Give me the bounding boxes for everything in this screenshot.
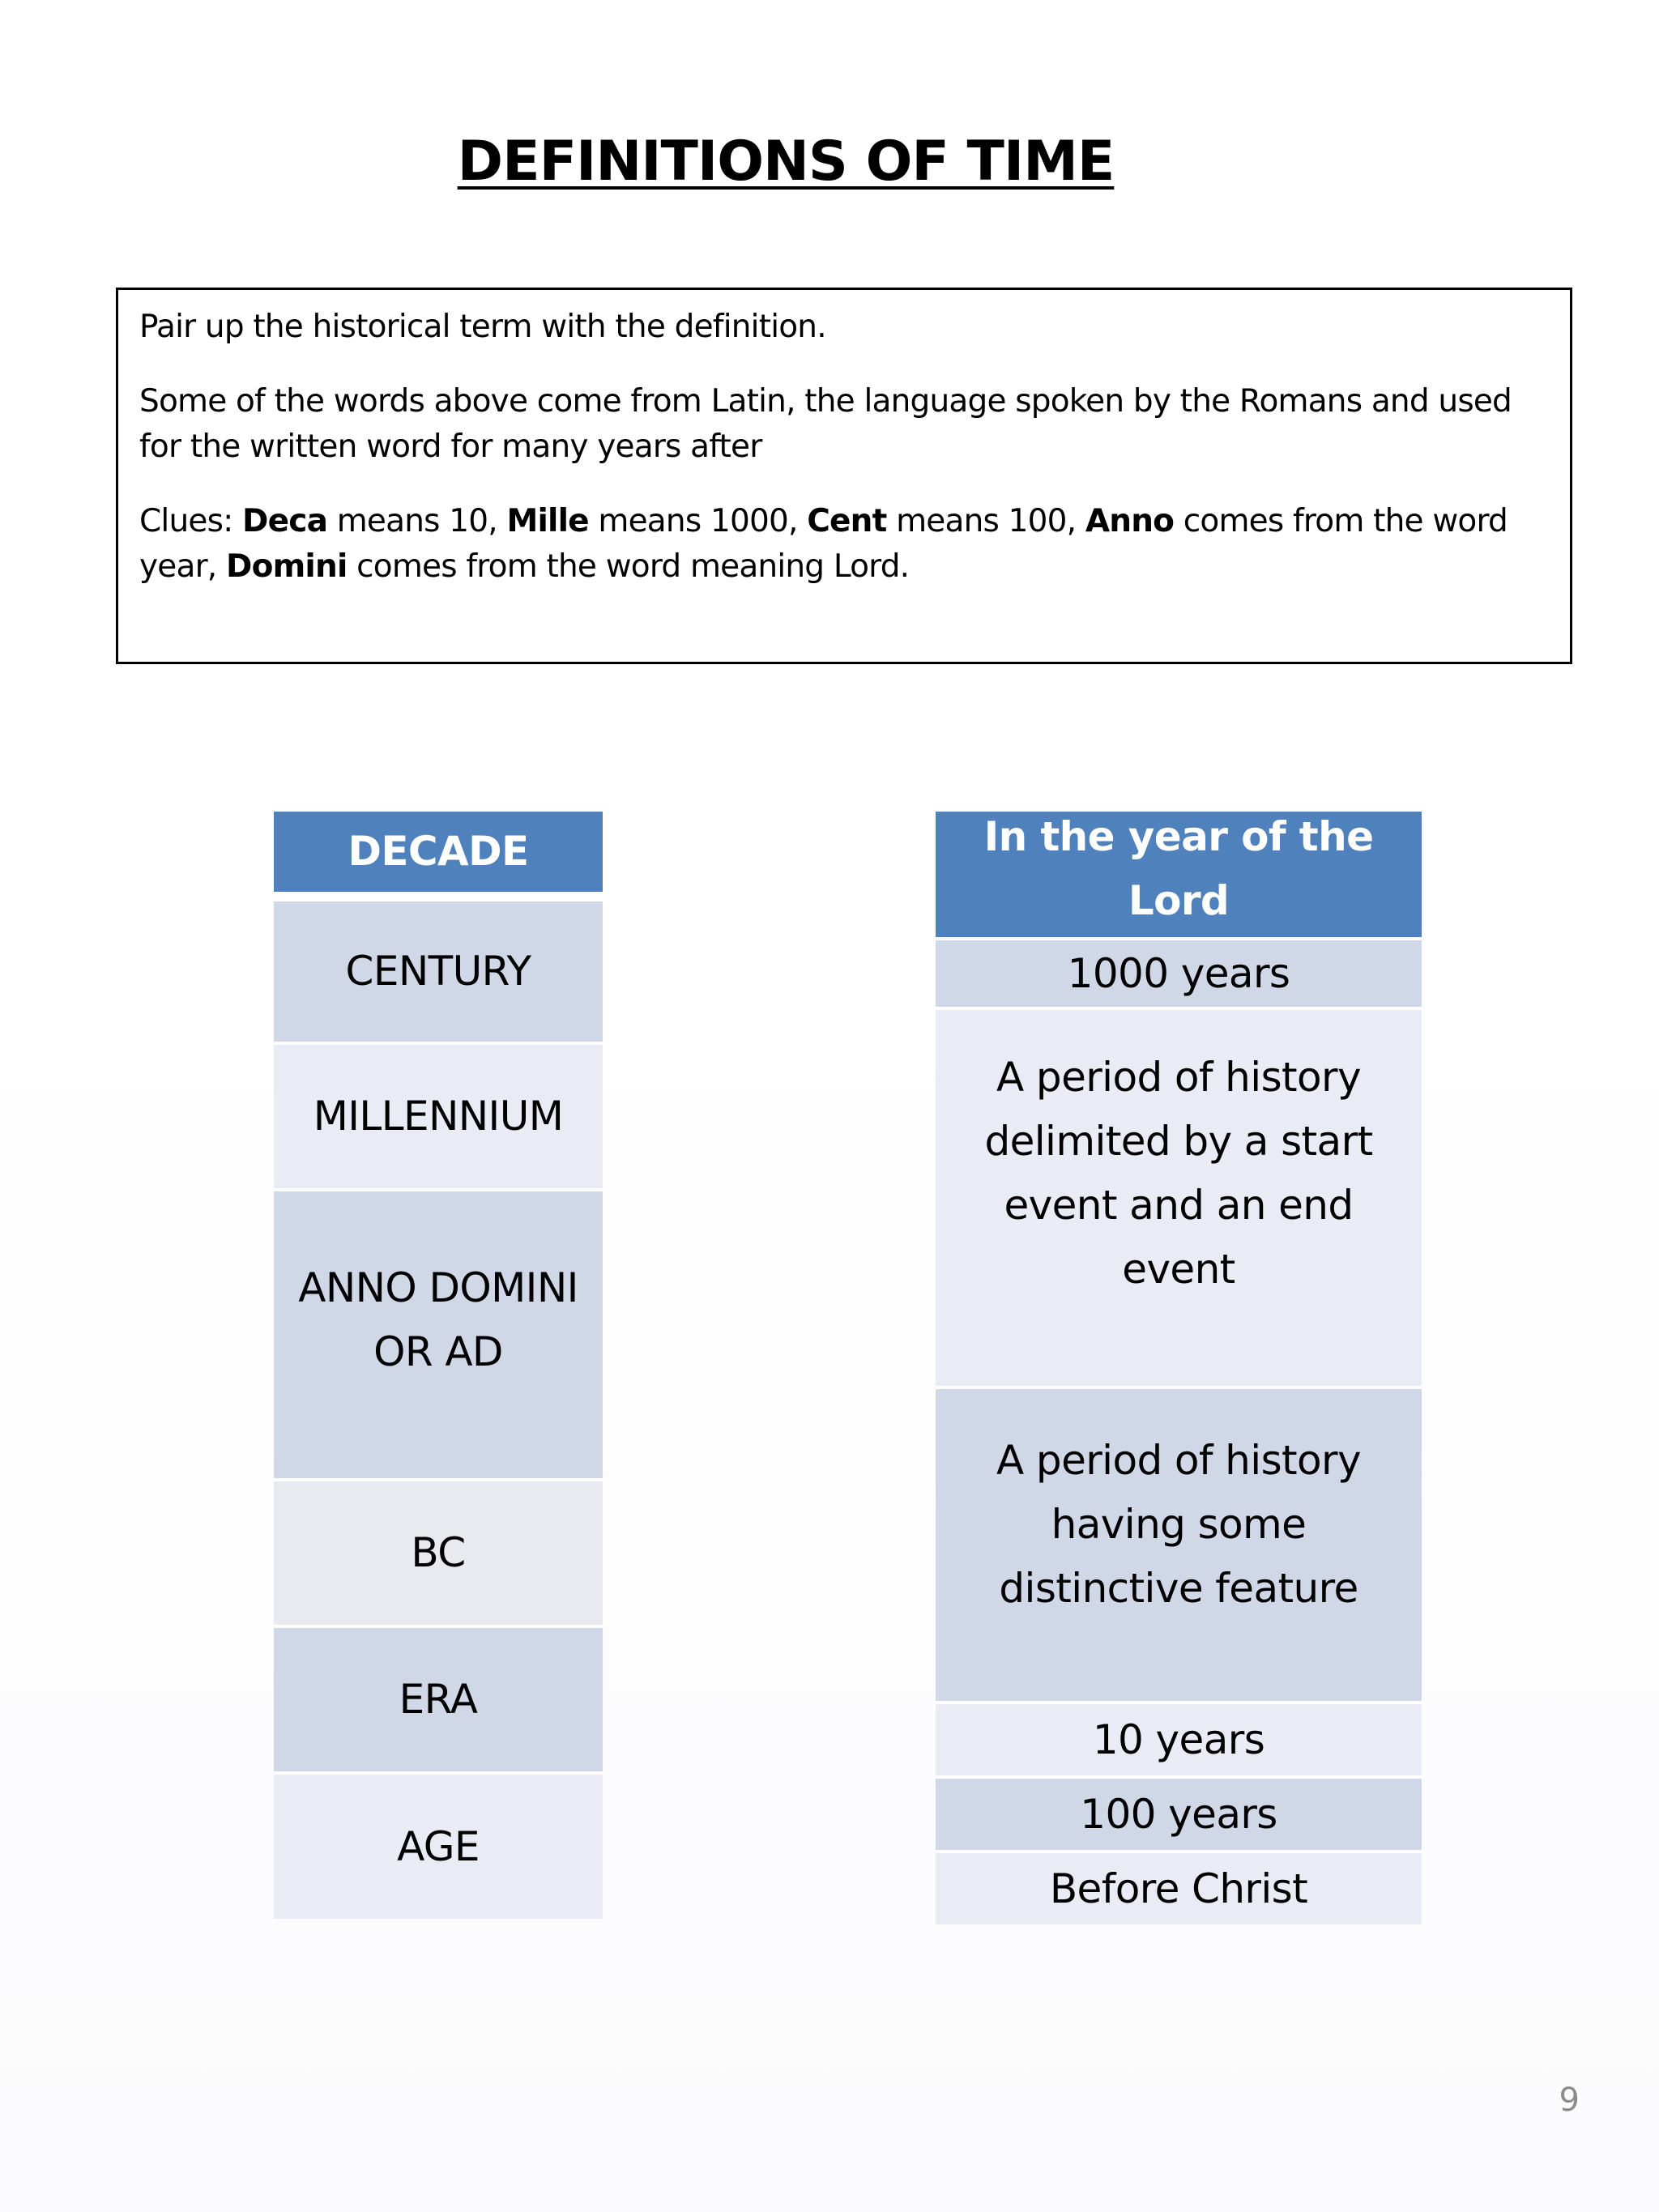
- term-bc: BC: [274, 1481, 603, 1628]
- clue-cent: Cent: [807, 503, 887, 539]
- terms-header: DECADE: [274, 812, 603, 901]
- term-era: ERA: [274, 1628, 603, 1775]
- clues-line: [139, 499, 1547, 590]
- clues-prefix: Clues:: [139, 503, 243, 539]
- definitions-table: [936, 812, 1422, 1924]
- instruction-box: [116, 288, 1572, 664]
- clue-domini: Domini: [226, 548, 348, 585]
- clue-cent-text: means 100,: [886, 503, 1085, 539]
- page-title: DEFINITIONS OF TIME: [457, 130, 1115, 194]
- instruction-line-2: Some of the words above come from Latin, the language spoken by the Romans and used for the written word for many years after: [139, 383, 1512, 465]
- term-anno-domini: ANNO DOMINI OR AD: [274, 1191, 603, 1481]
- clue-deca-text: means 10,: [327, 503, 507, 539]
- instruction-line-1: Pair up the historical term with the definition.: [139, 309, 826, 345]
- term-millennium: MILLENNIUM: [274, 1045, 603, 1191]
- definition-100-years: 100 years: [936, 1779, 1422, 1853]
- definitions-header: In the year of the Lord: [936, 812, 1422, 940]
- clue-anno-text: comes from the word year,: [139, 503, 1508, 585]
- clue-deca: Deca: [242, 503, 328, 539]
- term-century: CENTURY: [274, 901, 603, 1045]
- clue-mille: Mille: [506, 503, 589, 539]
- page-number: 9: [1559, 2082, 1580, 2119]
- terms-table: [274, 812, 603, 1919]
- definition-period-start-end: A period of history delimited by a start event and an end event: [936, 1010, 1422, 1389]
- clue-anno: Anno: [1085, 503, 1175, 539]
- definition-period-distinctive: A period of history having some distinctive feature: [936, 1389, 1422, 1704]
- clue-domini-text: comes from the word meaning Lord.: [347, 548, 910, 585]
- clue-mille-text: means 1000,: [588, 503, 808, 539]
- term-age: AGE: [274, 1775, 603, 1919]
- definition-before-christ: Before Christ: [936, 1853, 1422, 1924]
- definition-10-years: 10 years: [936, 1704, 1422, 1779]
- definition-1000-years: 1000 years: [936, 940, 1422, 1010]
